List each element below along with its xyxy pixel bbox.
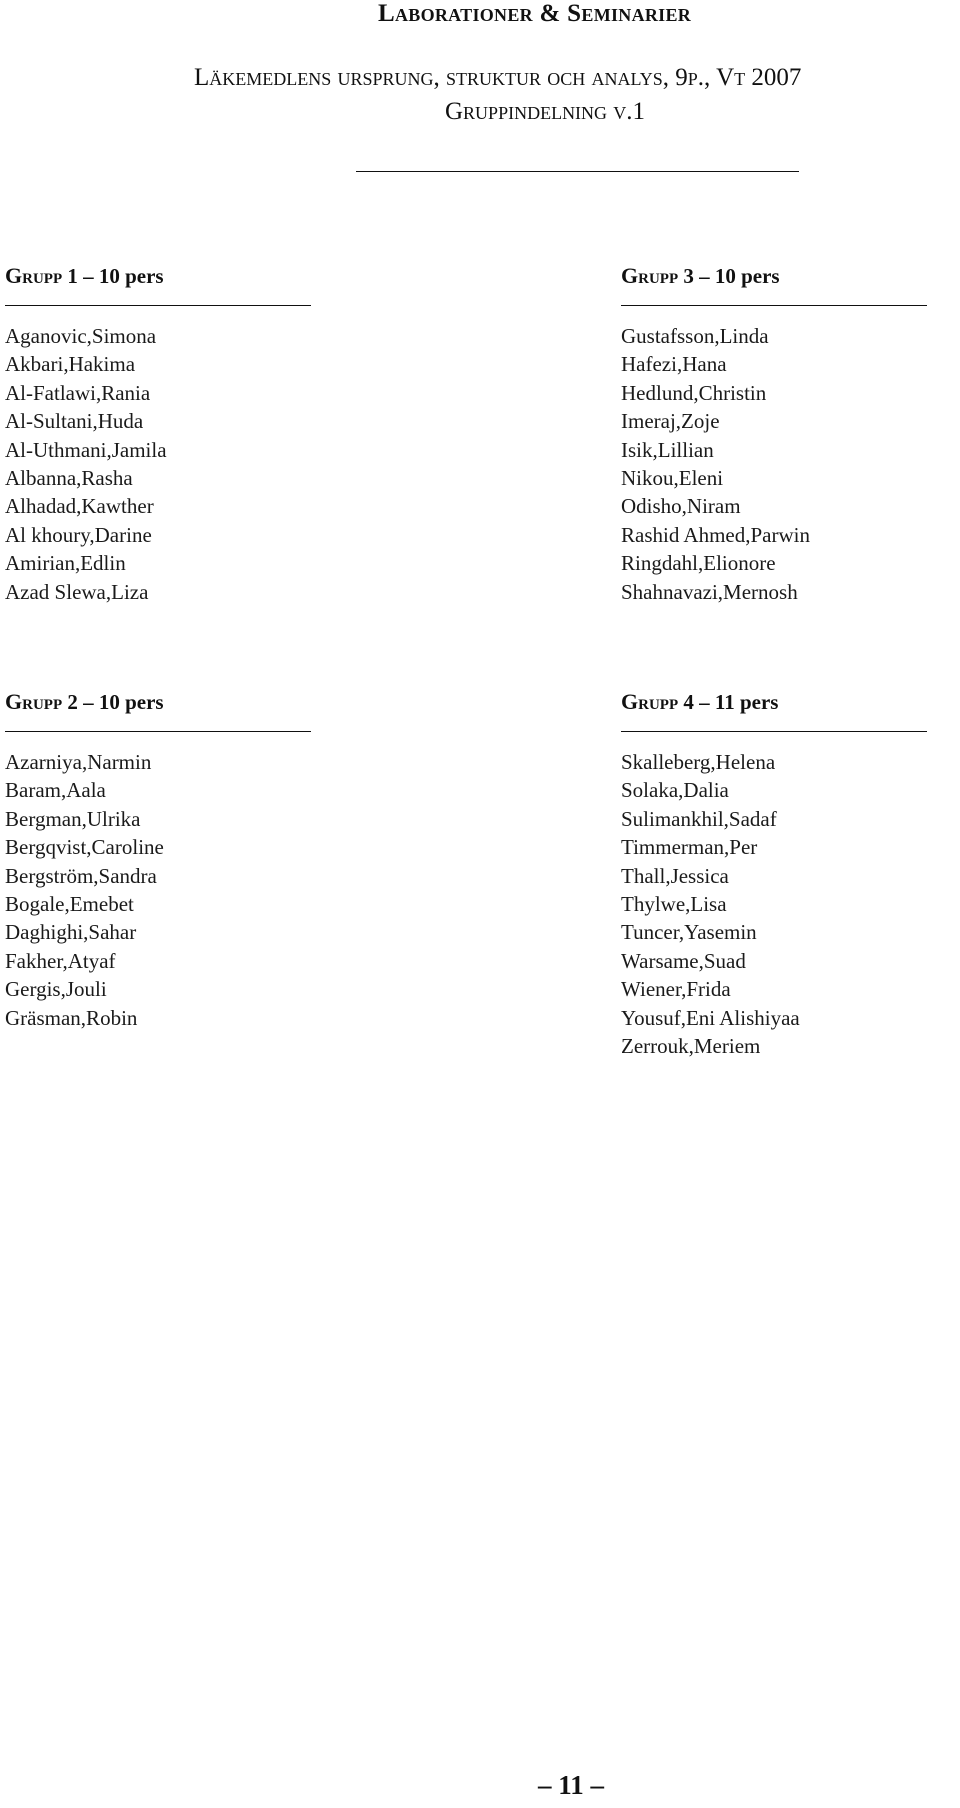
list-item: Al khoury,Darine — [5, 522, 152, 547]
list-item: Thall,Jessica — [621, 863, 729, 888]
list-item: Ringdahl,Elionore — [621, 551, 776, 576]
list-item: Warsame,Suad — [621, 948, 746, 973]
group-label: Grupp — [5, 263, 63, 288]
list-item: Hafezi,Hana — [621, 352, 727, 377]
list-item: Al-Uthmani,Jamila — [5, 437, 167, 462]
member-list — [621, 322, 951, 606]
list-item: Gräsman,Robin — [5, 1005, 138, 1030]
group-label: Grupp — [621, 263, 679, 288]
group-divider — [621, 305, 927, 306]
list-item: Yousuf,Eni Alishiyaa — [621, 1005, 800, 1030]
list-item: Gustafsson,Linda — [621, 324, 769, 348]
page-title: Laborationer & Seminarier — [378, 0, 692, 27]
list-item: Amirian,Edlin — [5, 551, 126, 576]
group-divider — [621, 731, 927, 732]
member-list — [5, 748, 335, 1032]
list-item: Daghighi,Sahar — [5, 920, 137, 945]
group-dash: – — [699, 690, 710, 714]
list-item: Shahnavazi,Mernosh — [621, 579, 798, 604]
group-3 — [621, 263, 951, 606]
list-item: Solaka,Dalia — [621, 778, 729, 803]
group-heading — [5, 689, 335, 719]
list-item: Bogale,Emebet — [5, 891, 134, 916]
list-item: Timmerman,Per — [621, 835, 758, 860]
list-item: Al-Sultani,Huda — [5, 409, 144, 434]
list-item: Azarniya,Narmin — [5, 750, 152, 774]
member-list — [5, 322, 335, 606]
list-item: Imeraj,Zoje — [621, 409, 720, 434]
list-item: Rashid Ahmed,Parwin — [621, 522, 810, 547]
group-heading — [5, 263, 335, 293]
list-item: Bergman,Ulrika — [5, 806, 141, 831]
list-item: Nikou,Eleni — [621, 465, 724, 490]
list-item: Sulimankhil,Sadaf — [621, 806, 777, 831]
group-dash: – — [83, 690, 94, 714]
list-item: Skalleberg,Helena — [621, 750, 776, 774]
page-number: – 11 – — [538, 1770, 605, 1800]
list-item: Thylwe,Lisa — [621, 891, 727, 916]
list-item: Aganovic,Simona — [5, 324, 157, 348]
course-subtitle: Läkemedlens ursprung, struktur och analys, 9p., Vt 2007 — [194, 64, 802, 91]
list-item: Gergis,Jouli — [5, 977, 107, 1002]
group-divider — [5, 305, 311, 306]
group-2 — [5, 689, 335, 1032]
list-item: Akbari,Hakima — [5, 352, 136, 377]
version-subtitle: Gruppindelning v.1 — [445, 98, 646, 125]
group-number: 3 — [683, 264, 694, 288]
group-number: 2 — [67, 690, 78, 714]
group-dash: – — [83, 264, 94, 288]
list-item: Odisho,Niram — [621, 494, 741, 519]
group-label: Grupp — [5, 689, 63, 714]
group-divider — [5, 731, 311, 732]
group-heading — [621, 263, 951, 293]
group-count: 10 pers — [714, 264, 780, 288]
group-dash: – — [699, 264, 710, 288]
member-list — [621, 748, 951, 1060]
group-number: 1 — [67, 264, 78, 288]
group-heading — [621, 689, 951, 719]
list-item: Bergqvist,Caroline — [5, 835, 164, 860]
list-item: Wiener,Frida — [621, 977, 731, 1002]
list-item: Zerrouk,Meriem — [621, 1033, 761, 1058]
list-item: Isik,Lillian — [621, 437, 714, 462]
group-count: 10 pers — [98, 690, 164, 714]
group-label: Grupp — [621, 689, 679, 714]
list-item: Azad Slewa,Liza — [5, 579, 149, 604]
list-item: Tuncer,Yasemin — [621, 920, 757, 945]
list-item: Alhadad,Kawther — [5, 494, 154, 519]
group-4 — [621, 689, 951, 1060]
list-item: Fakher,Atyaf — [5, 948, 116, 973]
group-count: 11 pers — [714, 690, 779, 714]
header-divider — [356, 171, 799, 172]
list-item: Baram,Aala — [5, 778, 106, 803]
list-item: Albanna,Rasha — [5, 465, 133, 490]
list-item: Hedlund,Christin — [621, 380, 767, 405]
group-1 — [5, 263, 335, 606]
group-count: 10 pers — [98, 264, 164, 288]
group-number: 4 — [683, 690, 694, 714]
list-item: Al-Fatlawi,Rania — [5, 380, 151, 405]
list-item: Bergström,Sandra — [5, 863, 157, 888]
